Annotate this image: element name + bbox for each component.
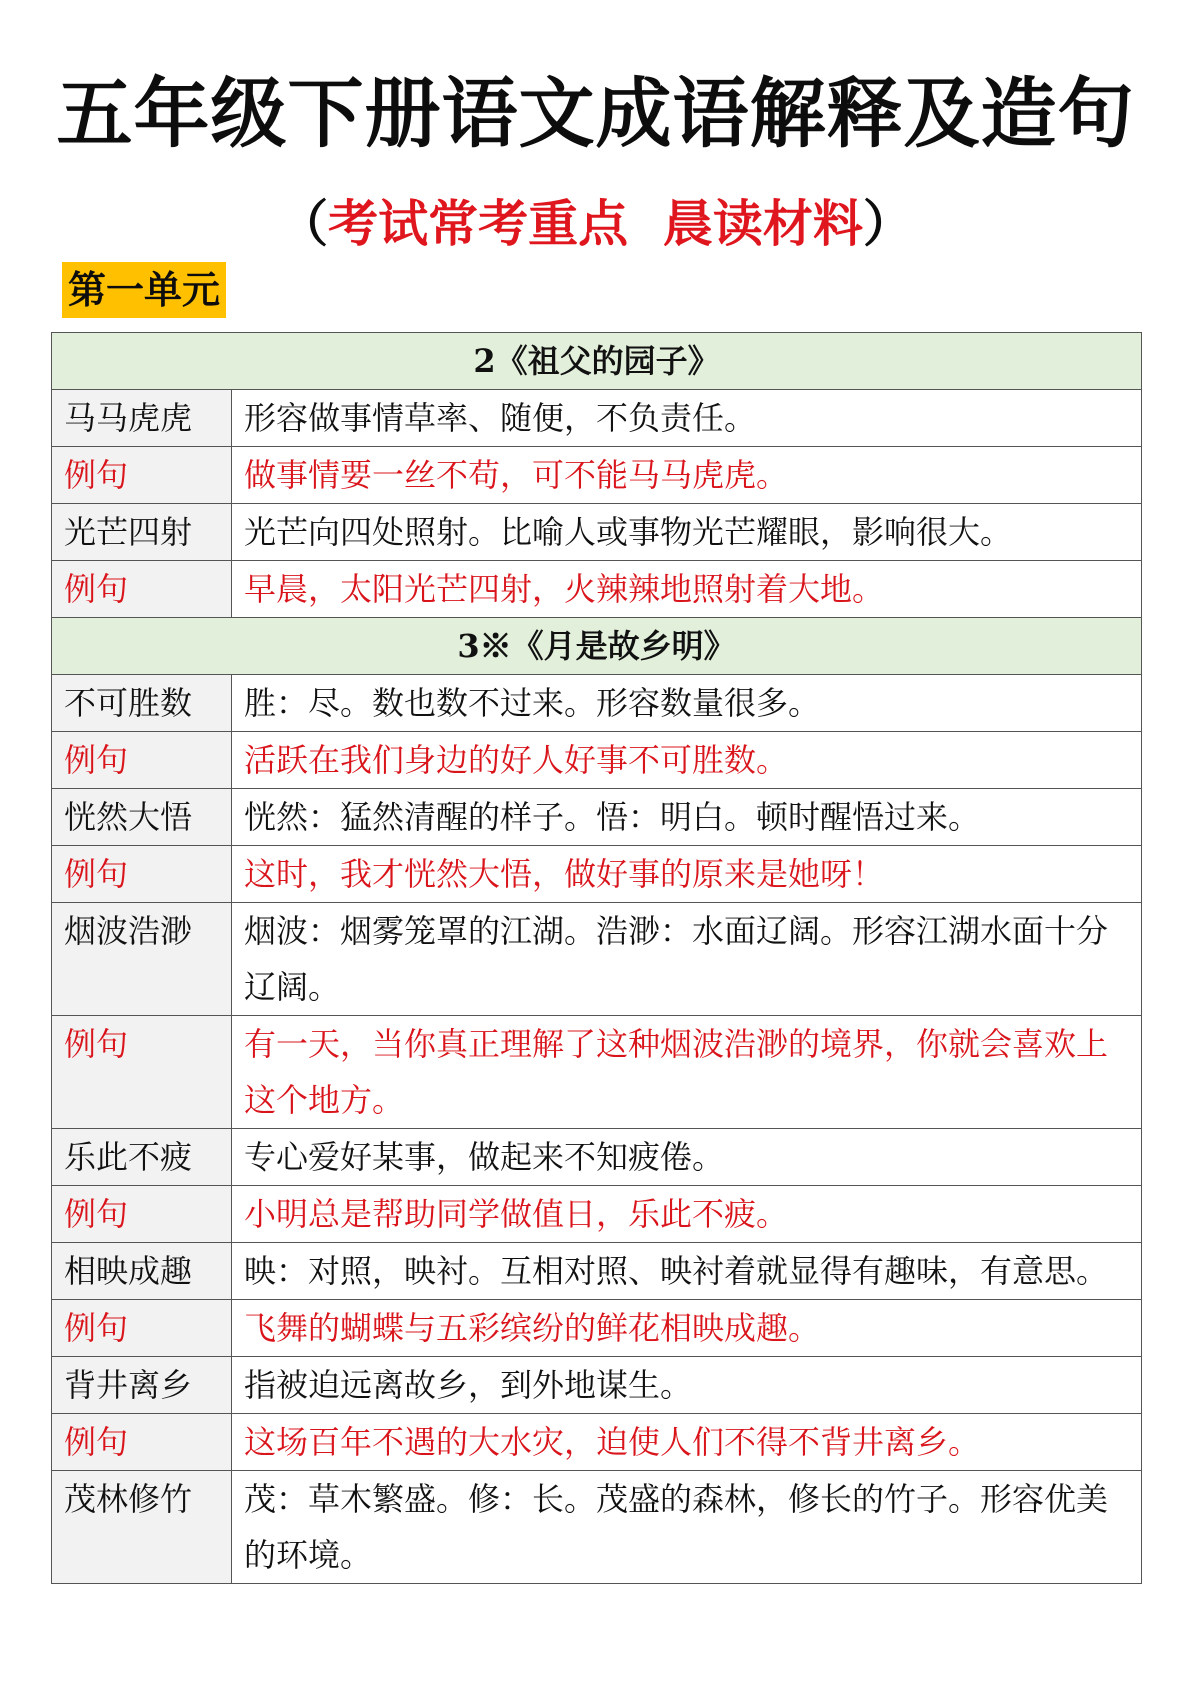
idiom-term: 烟波浩渺 xyxy=(52,903,232,1016)
idiom-definition: 光芒向四处照射。比喻人或事物光芒耀眼，影响很大。 xyxy=(232,504,1142,561)
idiom-definition: 专心爱好某事，做起来不知疲倦。 xyxy=(232,1129,1142,1186)
idiom-definition: 茂：草木繁盛。修：长。茂盛的森林，修长的竹子。形容优美的环境。 xyxy=(232,1471,1142,1584)
page-subtitle xyxy=(0,192,1191,256)
example-label: 例句 xyxy=(52,846,232,903)
idiom-row xyxy=(52,1357,1142,1414)
example-label: 例句 xyxy=(52,1016,232,1129)
idiom-term: 背井离乡 xyxy=(52,1357,232,1414)
idiom-term: 马马虎虎 xyxy=(52,390,232,447)
example-row xyxy=(52,561,1142,618)
idiom-row xyxy=(52,1243,1142,1300)
example-sentence: 做事情要一丝不苟，可不能马马虎虎。 xyxy=(232,447,1142,504)
idiom-row xyxy=(52,1471,1142,1584)
subtitle-close-paren: ） xyxy=(862,194,913,253)
idiom-table xyxy=(51,332,1142,1584)
page-title: 五年级下册语文成语解释及造句 xyxy=(56,69,1135,158)
example-row xyxy=(52,846,1142,903)
example-sentence: 这时，我才恍然大悟，做好事的原来是她呀！ xyxy=(232,846,1142,903)
example-label: 例句 xyxy=(52,1414,232,1471)
subtitle-open-paren: （ xyxy=(278,194,329,253)
example-sentence: 有一天，当你真正理解了这种烟波浩渺的境界，你就会喜欢上这个地方。 xyxy=(232,1016,1142,1129)
idiom-row xyxy=(52,675,1142,732)
idiom-term: 乐此不疲 xyxy=(52,1129,232,1186)
idiom-row xyxy=(52,1129,1142,1186)
idiom-term: 恍然大悟 xyxy=(52,789,232,846)
idiom-term: 相映成趣 xyxy=(52,1243,232,1300)
idiom-row xyxy=(52,504,1142,561)
idiom-term: 茂林修竹 xyxy=(52,1471,232,1584)
idiom-term: 不可胜数 xyxy=(52,675,232,732)
idiom-row xyxy=(52,903,1142,1016)
idiom-row xyxy=(52,390,1142,447)
idiom-term: 光芒四射 xyxy=(52,504,232,561)
section-header xyxy=(52,618,1142,675)
example-sentence: 早晨，太阳光芒四射，火辣辣地照射着大地。 xyxy=(232,561,1142,618)
idiom-definition: 形容做事情草率、随便，不负责任。 xyxy=(232,390,1142,447)
example-sentence: 飞舞的蝴蝶与五彩缤纷的鲜花相映成趣。 xyxy=(232,1300,1142,1357)
example-sentence: 小明总是帮助同学做值日，乐此不疲。 xyxy=(232,1186,1142,1243)
idiom-definition: 烟波：烟雾笼罩的江湖。浩渺：水面辽阔。形容江湖水面十分辽阔。 xyxy=(232,903,1142,1016)
example-label: 例句 xyxy=(52,1186,232,1243)
example-row xyxy=(52,1414,1142,1471)
subtitle-text: 考试常考重点 晨读材料 xyxy=(328,194,863,253)
example-label: 例句 xyxy=(52,561,232,618)
example-sentence: 这场百年不遇的大水灾，迫使人们不得不背井离乡。 xyxy=(232,1414,1142,1471)
idiom-definition: 恍然：猛然清醒的样子。悟：明白。顿时醒悟过来。 xyxy=(232,789,1142,846)
idiom-definition: 指被迫远离故乡，到外地谋生。 xyxy=(232,1357,1142,1414)
section-title: 3※《月是故乡明》 xyxy=(52,618,1142,675)
example-label: 例句 xyxy=(52,732,232,789)
example-row xyxy=(52,1300,1142,1357)
unit-label: 第一单元 xyxy=(62,262,226,318)
idiom-definition: 映：对照，映衬。互相对照、映衬着就显得有趣味，有意思。 xyxy=(232,1243,1142,1300)
idiom-definition: 胜：尽。数也数不过来。形容数量很多。 xyxy=(232,675,1142,732)
section-title: 2《祖父的园子》 xyxy=(52,333,1142,390)
example-row xyxy=(52,1016,1142,1129)
example-row xyxy=(52,732,1142,789)
example-label: 例句 xyxy=(52,1300,232,1357)
example-row xyxy=(52,1186,1142,1243)
example-label: 例句 xyxy=(52,447,232,504)
example-sentence: 活跃在我们身边的好人好事不可胜数。 xyxy=(232,732,1142,789)
section-header xyxy=(52,333,1142,390)
idiom-row xyxy=(52,789,1142,846)
example-row xyxy=(52,447,1142,504)
